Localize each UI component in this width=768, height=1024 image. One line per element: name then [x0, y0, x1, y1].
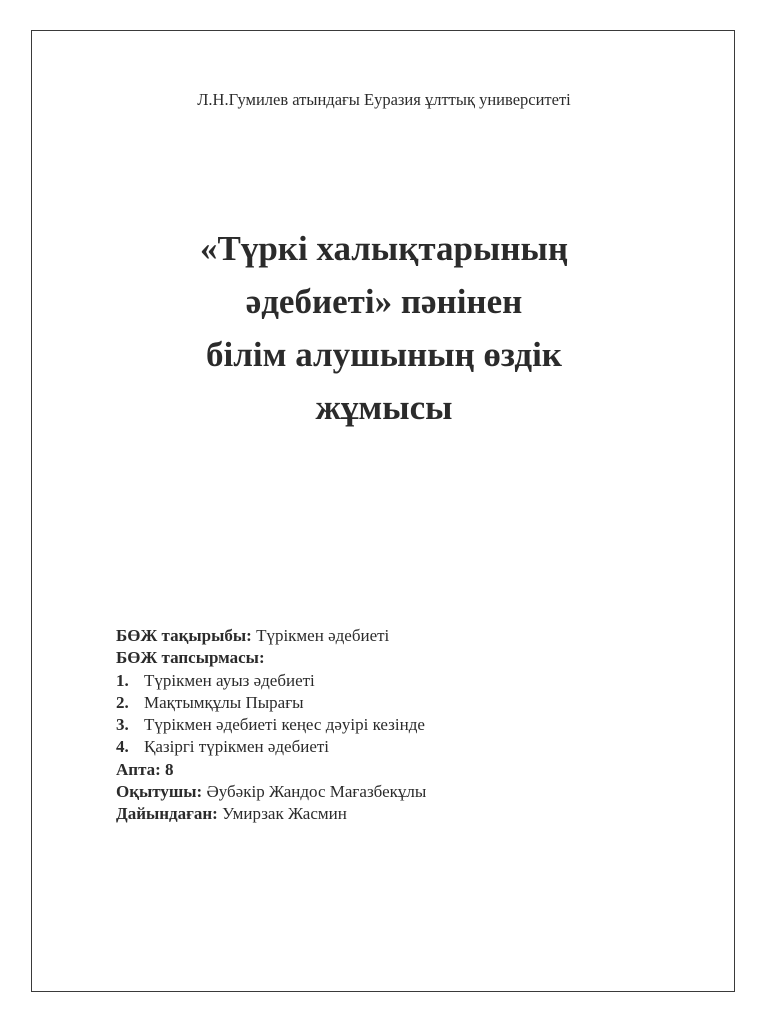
tasks-line [116, 647, 716, 669]
page-border [31, 30, 735, 992]
info-block [116, 625, 716, 826]
week-label: Апта: 8 [116, 759, 174, 779]
task-text: Түрікмен әдебиеті кеңес дәуірі кезінде [144, 715, 425, 735]
title-line: әдебиеті» пәнінен [245, 282, 523, 321]
author-value: Умирзак Жасмин [222, 804, 347, 824]
week-line [116, 759, 716, 781]
task-item [116, 670, 716, 692]
title-line: жұмысы [315, 388, 453, 427]
teacher-value: Әубәкір Жандос Мағазбекұлы [206, 782, 427, 802]
author-label: Дайындаған: [116, 804, 218, 824]
title-line: білім алушының өздік [206, 335, 562, 374]
task-number: 2. [116, 692, 129, 712]
task-number: 4. [116, 737, 129, 757]
teacher-label: Оқытушы: [116, 782, 203, 802]
tasks-label: БӨЖ тапсырмасы: [116, 648, 265, 668]
task-item [116, 714, 716, 736]
topic-label: БӨЖ тақырыбы: [116, 626, 252, 645]
task-text: Мақтымқұлы Пырағы [144, 692, 304, 712]
task-text: Қазіргі түрікмен әдебиеті [144, 737, 330, 757]
topic-value: Түрікмен әдебиеті [256, 626, 390, 645]
university-name: Л.Н.Гумилев атындағы Еуразия ұлттық университеті [197, 90, 571, 109]
task-number: 1. [116, 670, 129, 690]
task-number: 3. [116, 715, 129, 735]
teacher-line [116, 781, 716, 803]
task-item [116, 692, 716, 714]
document-title [60, 222, 708, 434]
title-line: «Түркі халықтарының [200, 229, 568, 268]
topic-line [116, 625, 716, 647]
author-line [116, 803, 716, 825]
task-text: Түрікмен ауыз әдебиеті [144, 670, 315, 690]
task-item [116, 736, 716, 758]
